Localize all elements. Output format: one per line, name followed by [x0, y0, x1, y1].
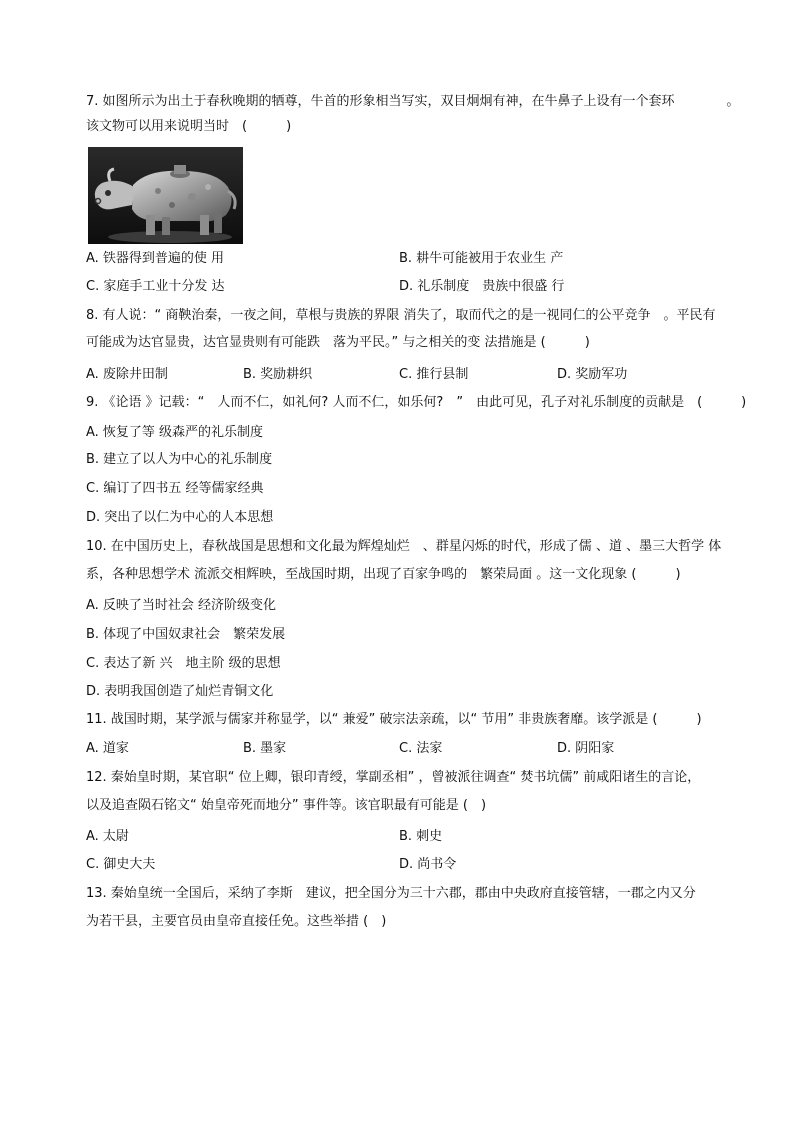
q12-option-d[interactable]: D. 尚书令 — [399, 857, 457, 872]
q12-option-a[interactable]: A. 太尉 — [86, 829, 129, 844]
q12-stem-line1: 12. 秦始皇时期，某官职“ 位上卿，银印青绶，掌副丞相” ，曾被派往调查“ 焚书坑儒” 前咸阳诸生的言论， — [86, 770, 701, 785]
q12-option-b[interactable]: B. 刺史 — [399, 829, 443, 844]
q9-option-b[interactable]: B. 建立了以人为中心的礼乐制度 — [86, 452, 273, 467]
q9-option-d[interactable]: D. 突出了以仁为中心的人本思想 — [86, 510, 274, 525]
q7-option-d[interactable]: D. 礼乐制度 贵族中很盛 行 — [399, 279, 565, 294]
q8-stem-line2: 可能成为达官显贵，达官显贵则有可能跌 落为平民。” 与之相关的变 法措施是 ( ) — [86, 335, 590, 350]
q9-option-a[interactable]: A. 恢复了等 级森严的礼乐制度 — [86, 425, 264, 440]
q11-option-d[interactable]: D. 阴阳家 — [557, 741, 615, 756]
q10-stem-line1: 10. 在中国历史上，春秋战国是思想和文化最为辉煌灿烂 、群星闪烁的时代，形成了儒 、道 、墨三大哲学 体 — [86, 539, 722, 554]
q9-stem-line1: 9. 《论语 》记载：“ 人而不仁，如礼何? 人而不仁，如乐何? ” 由此可见，孔子对礼乐制度的贡献是 ( ) — [86, 395, 747, 410]
q11-option-c[interactable]: C. 法家 — [399, 741, 443, 756]
q7-stem-line2: 该文物可以用来说明当时 ( ) — [86, 119, 292, 134]
q10-stem-line2: 系，各种思想学术 流派交相辉映，至战国时期，出现了百家争鸣的 繁荣局面 。这一文化现象 ( ) — [86, 567, 681, 582]
q11-option-a[interactable]: A. 道家 — [86, 741, 129, 756]
q7-option-a[interactable]: A. 铁器得到普遍的使 用 — [86, 251, 225, 266]
q7-stem-line1: 7. 如图所示为出土于春秋晚期的牺尊，牛首的形象相当写实，双目炯炯有神，在牛鼻子上设有一个套环 。 — [86, 94, 740, 109]
q7-option-b[interactable]: B. 耕牛可能被用于农业生 产 — [399, 251, 564, 266]
q7-option-c[interactable]: C. 家庭手工业十分发 达 — [86, 279, 225, 294]
q8-option-d[interactable]: D. 奖励军功 — [557, 367, 628, 382]
q12-stem-line2: 以及追查陨石铭文“ 始皇帝死而地分” 事件等。该官职最有可能是 ( ) — [86, 798, 487, 813]
q8-option-b[interactable]: B. 奖励耕织 — [243, 367, 313, 382]
q11-option-b[interactable]: B. 墨家 — [243, 741, 287, 756]
q13-stem-line2: 为若干县，主要官员由皇帝直接任免。这些举措 ( ) — [86, 914, 387, 929]
q10-option-a[interactable]: A. 反映了当时社会 经济阶级变化 — [86, 598, 277, 613]
q9-option-c[interactable]: C. 编订了四书五 经等儒家经典 — [86, 481, 264, 496]
q11-stem-line1: 11. 战国时期，某学派与儒家并称显学，以“ 兼爱” 破宗法亲疏，以“ 节用” 非贵族奢靡。该学派是 ( ) — [86, 712, 702, 727]
bronze-ox-zun-photo-icon — [88, 147, 243, 244]
q10-option-c[interactable]: C. 表达了新 兴 地主阶 级的思想 — [86, 656, 281, 671]
q13-stem-line1: 13. 秦始皇统一全国后，采纳了李斯 建议，把全国分为三十六郡，郡由中央政府直接管辖，一郡之内又分 — [86, 886, 696, 901]
q8-stem-line1: 8. 有人说：“ 商鞅治秦，一夜之间，草根与贵族的界限 消失了，取而代之的是一视同仁的公平竞争 。平民有 — [86, 308, 716, 323]
q8-option-a[interactable]: A. 废除井田制 — [86, 367, 168, 382]
q12-option-c[interactable]: C. 御史大夫 — [86, 857, 156, 872]
q8-option-c[interactable]: C. 推行县制 — [399, 367, 469, 382]
q10-option-b[interactable]: B. 体现了中国奴隶社会 繁荣发展 — [86, 627, 286, 642]
q10-option-d[interactable]: D. 表明我国创造了灿烂青铜文化 — [86, 684, 274, 699]
